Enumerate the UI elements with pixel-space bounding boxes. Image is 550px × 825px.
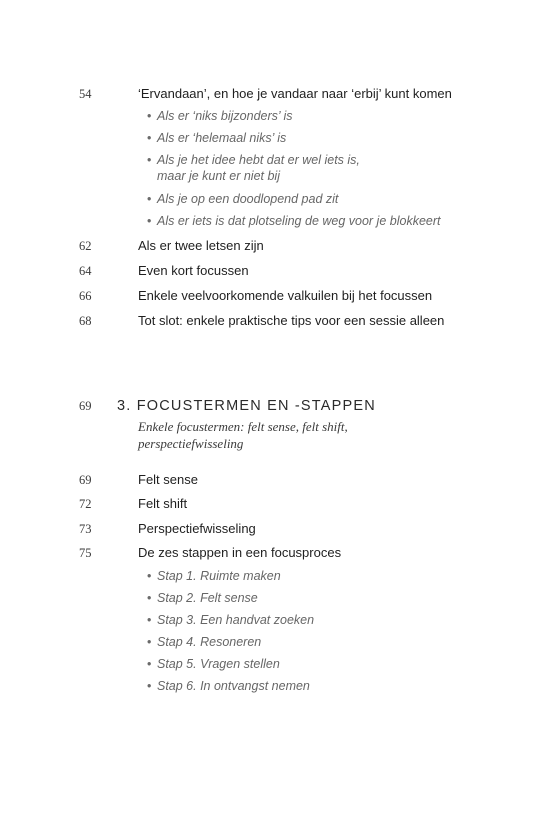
sub-entry-text: • Als je op een doodlopend pad zit [147,192,339,206]
sub-entry-text: • Stap 1. Ruimte maken [147,569,281,583]
sub-entry-continuation: maar je kunt er niet bij [157,169,280,183]
page-number: 66 [79,289,92,303]
bullet-icon: • [147,591,152,605]
entry-title: Felt sense [138,472,198,487]
sub-entry-text: • Stap 6. In ontvangst nemen [147,679,310,693]
sub-entry-text: • Stap 5. Vragen stellen [147,657,280,671]
chapter-subtitle-line: perspectiefwisseling [138,436,244,451]
bullet-icon: • [147,153,152,167]
sub-entry-text: • Stap 2. Felt sense [147,591,258,605]
bullet-icon: • [147,569,152,583]
sub-entry-text: • Stap 4. Resoneren [147,635,262,649]
entry-title: ‘Ervandaan’, en hoe je vandaar naar ‘erbij’ kunt komen [138,86,452,101]
bullet-icon: • [147,214,152,228]
bullet-icon: • [147,109,152,123]
entry-title: Felt shift [138,496,188,511]
entry-title: Perspectiefwisseling [138,521,256,536]
bullet-icon: • [147,635,152,649]
entry-title: Even kort focussen [138,263,249,278]
entry-title: Als er twee letsen zijn [138,238,264,253]
chapter-page-number: 69 [79,399,92,413]
sub-entry-text: • Als er ‘niks bijzonders’ is [147,109,293,123]
page-number: 64 [79,264,92,278]
bullet-icon: • [147,131,152,145]
page-number: 54 [79,87,92,101]
bullet-icon: • [147,657,152,671]
bullet-icon: • [147,192,152,206]
entry-title: De zes stappen in een focusproces [138,545,342,560]
entry-title: Enkele veelvoorkomende valkuilen bij het focussen [138,288,433,303]
entry-title: Tot slot: enkele praktische tips voor een sessie alleen [138,313,445,328]
bullet-icon: • [147,613,152,627]
page-number: 75 [79,546,92,560]
page-number: 62 [79,239,92,253]
sub-entry-text: • Als er iets is dat plotseling de weg voor je blokkeert [147,214,441,228]
sub-entry-text: • Als er ‘helemaal niks’ is [147,131,287,145]
sub-entry-text: • Stap 3. Een handvat zoeken [147,613,315,627]
bullet-icon: • [147,679,152,693]
page-number: 73 [79,522,92,536]
page-number: 72 [79,497,92,511]
sub-entry-text: • Als je het idee hebt dat er wel iets is, maar je kunt er niet bij [147,153,360,183]
chapter-subtitle-line: Enkele focustermen: felt sense, felt shift, [138,419,348,434]
page-number: 68 [79,314,92,328]
chapter-title: 3. FOCUSTERMEN EN -STAPPEN [117,398,376,414]
page-number: 69 [79,473,92,487]
